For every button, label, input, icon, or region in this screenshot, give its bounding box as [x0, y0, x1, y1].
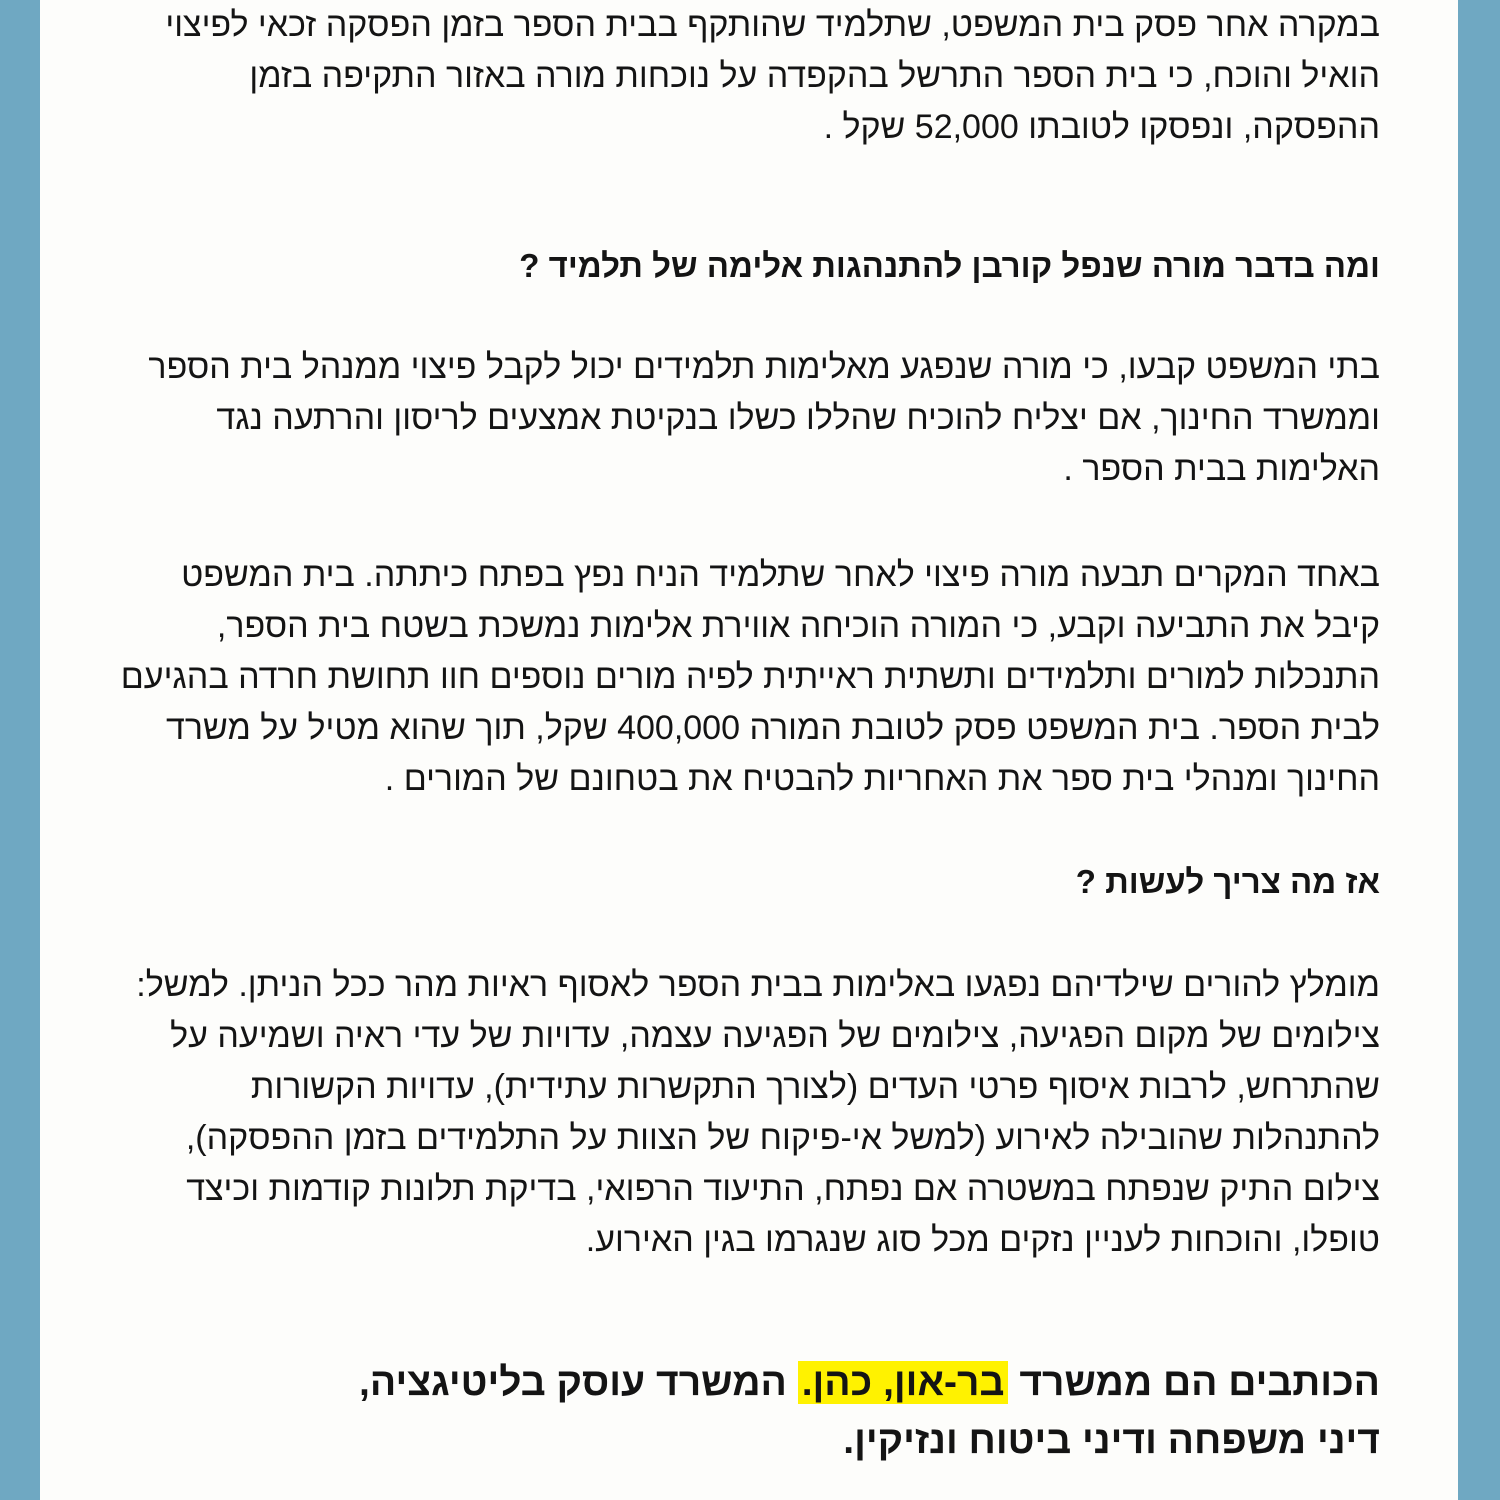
text-line: ההפסקה, ונפסקו לטובתו 52,000 שקל .: [823, 108, 1380, 146]
paragraph-recommendation: [136, 960, 1380, 1266]
author-note-line-2: דיני משפחה ודיני ביטוח ונזיקין.: [843, 1419, 1380, 1462]
author-note-text: המשרד עוסק בליטיגציה,: [359, 1361, 798, 1404]
section-heading: ומה בדבר מורה שנפל קורבן להתנהגות אלימה של תלמיד ?: [519, 247, 1380, 284]
section-heading: אז מה צריך לעשות ?: [1075, 863, 1380, 900]
text-line: מומלץ להורים שילדיהם נפגעו באלימות בבית הספר לאסוף ראיות מהר ככל הניתן. למשל:: [136, 966, 1380, 1004]
heading-what-to-do: [1076, 856, 1380, 907]
text-line: טופלו, והוכחות לעניין נזקים מכל סוג שנגרמו בגין האירוע.: [585, 1221, 1380, 1259]
text-line: להתנהלות שהובילה לאירוע (למשל אי-פיקוח של הצוות על התלמידים בזמן ההפסקה),: [185, 1119, 1380, 1157]
text-line: האלימות בבית הספר .: [1063, 450, 1380, 488]
heading-teacher-victim: [519, 240, 1380, 291]
text-line: במקרה אחר פסק בית המשפט, שתלמיד שהותקף בבית הספר בזמן הפסקה זכאי לפיצוי: [165, 6, 1380, 44]
text-line: קיבל את התביעה וקבע, כי המורה הוכיחה אווירת אלימות נמשכת בשטח בית הספר,: [216, 607, 1380, 645]
document-page: [40, 0, 1458, 1500]
text-line: צילום התיק שנפתח במשטרה אם נפתח, התיעוד הרפואי, בדיקת תלונות קודמות וכיצד: [186, 1170, 1380, 1208]
text-line: התנכלות למורים ותלמידים ותשתית ראייתית לפיה מורים נוספים חוו תחושת חרדה בהגיעם: [120, 658, 1380, 696]
paragraph-court-ruling-student: [165, 0, 1380, 153]
text-line: החינוך ומנהלי בית ספר את האחריות להבטיח את בטחונם של המורים .: [384, 760, 1380, 798]
firm-name-highlight: בר-און, כהן.: [798, 1361, 1009, 1404]
text-line: לבית הספר. בית המשפט פסק לטובת המורה 400,000 שקל, תוך שהוא מטיל על משרד: [165, 709, 1380, 747]
text-line: באחד המקרים תבעה מורה פיצוי לאחר שתלמיד הניח נפץ בפתח כיתתה. בית המשפט: [181, 556, 1380, 594]
author-note: [359, 1354, 1380, 1470]
text-line: שהתרחש, לרבות איסוף פרטי העדים (לצורך התקשרות עתידית), עדויות הקשורות: [250, 1068, 1380, 1106]
paragraph-teacher-lawsuit: [121, 550, 1380, 805]
paragraph-courts-ruled: [148, 342, 1380, 495]
author-note-line-1: [359, 1354, 1380, 1412]
text-line: בתי המשפט קבעו, כי מורה שנפגע מאלימות תלמידים יכול לקבל פיצוי ממנהל בית הספר: [148, 348, 1380, 386]
text-line: הואיל והוכח, כי בית הספר התרשל בהקפדה על נוכחות מורה באזור התקיפה בזמן: [249, 57, 1380, 95]
text-line: וממשרד החינוך, אם יצליח להוכיח שהללו כשלו בנקיטת אמצעים לריסון והרתעה נגד: [216, 399, 1380, 437]
text-line: צילומים של מקום הפגיעה, צילומים של הפגיעה עצמה, עדויות של עדי ראיה ושמיעה על: [170, 1017, 1380, 1055]
author-note-text: הכותבים הם ממשרד: [1008, 1361, 1380, 1404]
